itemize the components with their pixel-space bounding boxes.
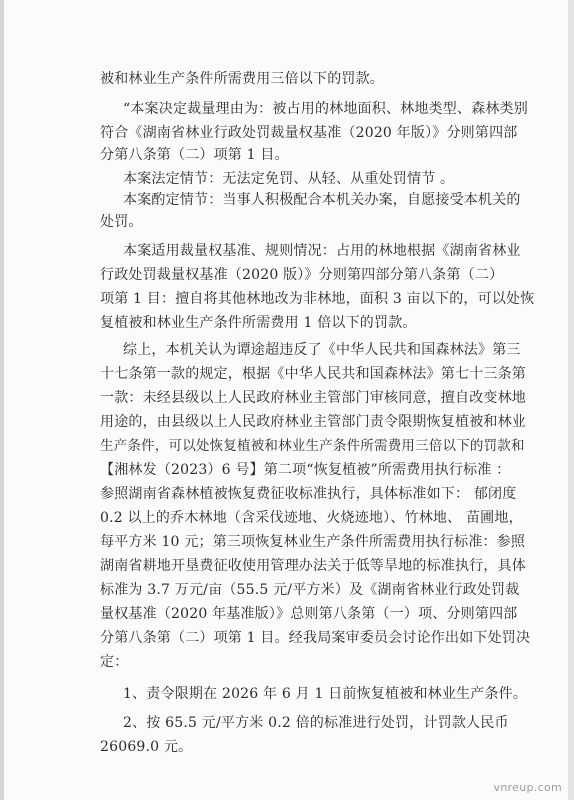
text-line: 湖南省耕地开垦费征收使用管理办法关于低等旱地的标准执行，具体 [100, 558, 526, 574]
text-line: 生产条件，可以处恢复植被和林业生产条件所需费用三倍以下的罚款和 [100, 438, 525, 454]
text-line: 2、按 65.5 元/平方米 0.2 倍的标准进行处罚，计罚款人民币 [123, 715, 509, 731]
text-line: 复植被和林业生产条件所需费用 1 倍以下的罚款。 [100, 315, 417, 331]
text-line: 参照湖南省森林植被恢复费征收标准执行，具体标准如下： 郁闭度 [100, 486, 517, 502]
text-line: 用途的，由县级以上人民政府林业主管部门责令限期恢复植被和林业 [100, 414, 526, 430]
text-line: 十七条第一款的规定，根据《中华人民共和国森林法》第七十三条第 [100, 366, 526, 382]
text-line: 分第八条第（二）项第 1 目。 [100, 147, 289, 163]
text-line: 每平方米 10 元；第三项恢复林业生产条件所需费用执行标准：参照 [100, 534, 526, 550]
text-line: 行政处罚裁量权基准（2020 版）》分则第四部分第八条第（二） [100, 267, 504, 283]
page-right-edge [568, 0, 574, 800]
text-line: 标准为 3.7 万元/亩（55.5 元/平方米）及《湖南省林业行政处罚裁 [100, 582, 520, 598]
text-line: “本案决定裁量理由为：被占用的林地面积、林地类型、森林类别 [123, 101, 528, 117]
text-line: 项第 1 目：擅自将其他林地改为非林地，面积 3 亩以下的，可以处恢 [100, 291, 535, 307]
text-line: 本案适用裁量权基准、规则情况：占用的林地根据《湖南省林业 [123, 243, 521, 259]
text-line: 26069.0 元。 [100, 739, 193, 755]
text-line: 量权基准（2020 年基准版）》总则第八条第（一）项、分则第四部 [100, 606, 518, 622]
text-line: 1、责令限期在 2026 年 6 月 1 日前恢复植被和林业生产条件。 [123, 686, 528, 702]
watermark: vnreup.com [493, 781, 562, 794]
text-line: 处罚。 [100, 214, 143, 230]
text-line: 被和林业生产条件所需费用三倍以下的罚款。 [100, 71, 384, 87]
text-line: 本案法定情节：无法定免罚、从轻、从重处罚情节 。 [123, 171, 455, 187]
text-line: 【湘林发（2023）6 号】第二项“恢复植被”所需费用执行标准 ： [100, 462, 511, 478]
text-line: 符合《湖南省林业行政处罚裁量权基准（2020 年版）》分则第四部 [100, 125, 518, 141]
text-line: 一款：未经县级以上人民政府林业主管部门审核同意，擅自改变林地 [100, 390, 526, 406]
text-line: 0.2 以上的乔木林地（含采伐迹地、火烧迹地）、竹林地、 苗圃地， [100, 510, 523, 526]
text-line: 定： [100, 654, 129, 670]
text-line: 分第八条第（二）项第 1 目。经我局案审委员会讨论作出如下处罚决 [100, 630, 531, 646]
text-line: 本案酌定情节：当事人积极配合本机关办案，自愿接受本机关的 [123, 192, 521, 208]
text-line: 综上，本机关认为谭途超违反了《中华人民共和国森林法》第三 [123, 342, 521, 358]
page-left-edge [0, 0, 4, 800]
